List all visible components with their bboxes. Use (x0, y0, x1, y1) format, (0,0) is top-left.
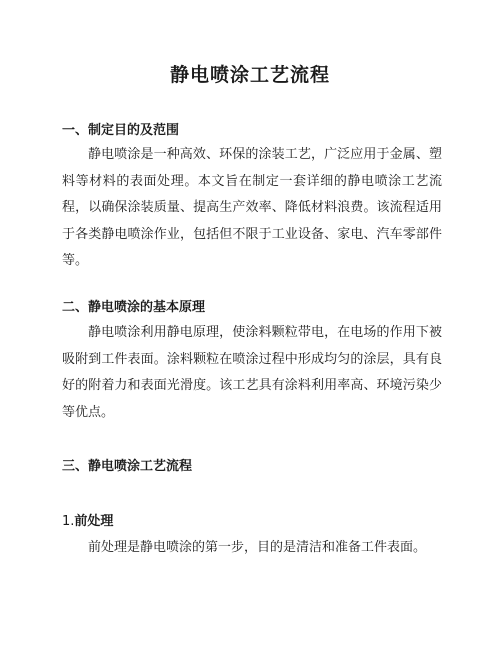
section-body-scope: 静电喷涂是一种高效、环保的涂装工艺，广泛应用于金属、塑料等材料的表面处理。本文旨在制定一套详细的静电喷涂工艺流程，以确保涂装质量、提高生产效率、降低材料浪费。该流程适用于各类静电喷涂作业，包括但不限于工业设备、家电、汽车零部件等。 (62, 147, 442, 268)
subsection-title: 前处理 (74, 514, 114, 529)
subsection-number: 1. (62, 514, 75, 529)
section-heading-process: 三、静电喷涂工艺流程 (62, 459, 193, 474)
subsection-body-pretreatment: 前处理是静电喷涂的第一步，目的是清洁和准备工件表面。 (88, 540, 427, 555)
section-body-principle: 静电喷涂利用静电原理，使涂料颗粒带电，在电场的作用下被吸附到工件表面。涂料颗粒在喷涂过程中形成均匀的涂层，具有良好的附着力和表面光滑度。该工艺具有涂料利用率高、环境污染少等优点。 (62, 325, 442, 420)
document-title: 静电喷涂工艺流程 (169, 64, 330, 86)
section-heading-principle: 二、静电喷涂的基本原理 (62, 300, 206, 315)
section-heading-scope: 一、制定目的及范围 (62, 123, 180, 138)
subsection-heading-pretreatment (62, 512, 442, 532)
